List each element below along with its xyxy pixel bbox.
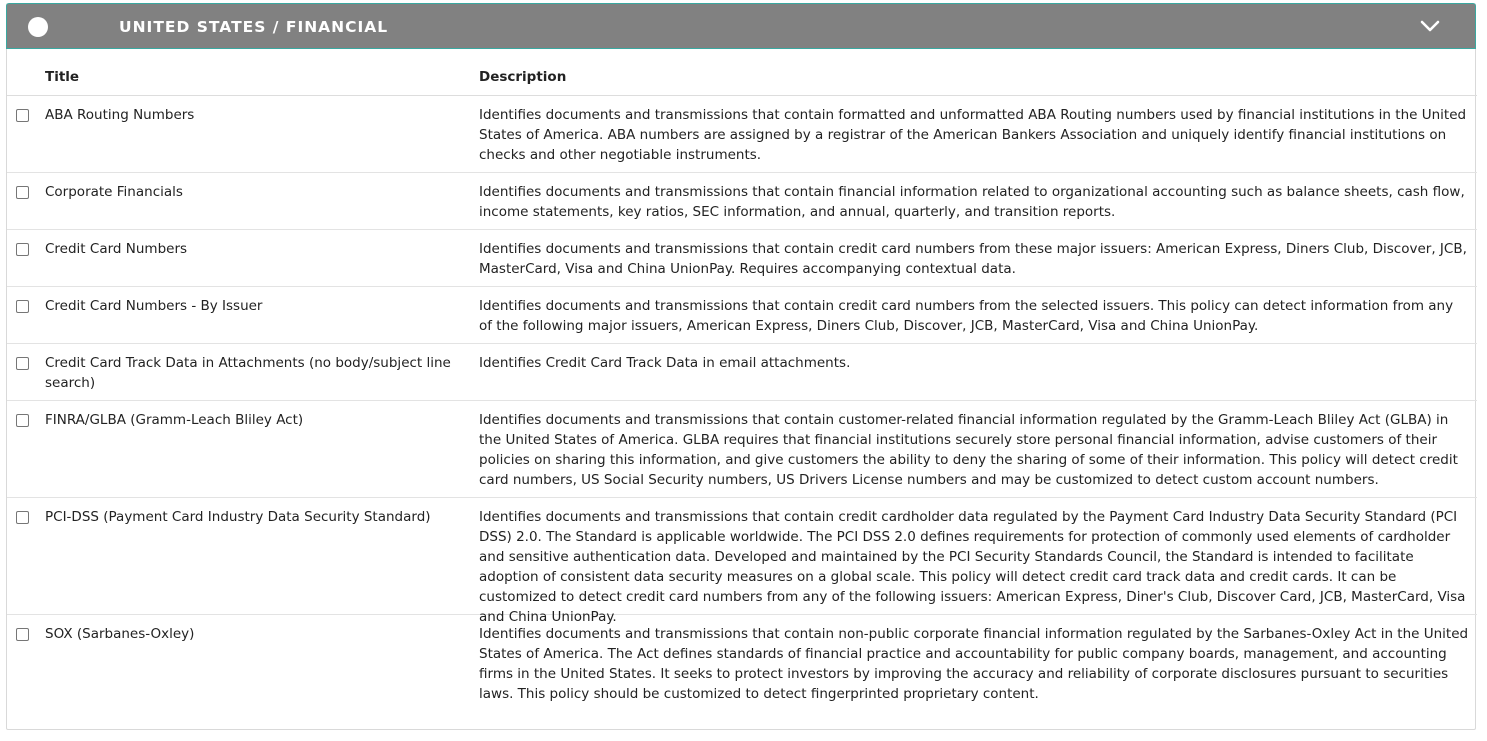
- column-header-description: Description: [479, 69, 567, 85]
- category-title: UNITED STATES / FINANCIAL: [119, 18, 389, 36]
- policy-title: PCI-DSS (Payment Card Industry Data Security Standard): [45, 509, 431, 525]
- policy-title: Credit Card Track Data in Attachments (no body/subject line search): [45, 355, 451, 391]
- row-checkbox[interactable]: [16, 109, 29, 122]
- row-checkbox[interactable]: [16, 628, 29, 641]
- table-header: [7, 49, 1477, 96]
- table-row: [7, 96, 1477, 173]
- panel-header[interactable]: [6, 3, 1476, 49]
- policy-description: Identifies documents and transmissions that contain non-public corporate financial information regulated by the Sarbanes-Oxley Act in the United States of America. The Act defines standards of financial practice and accountability for public company boards, management, and accounting firms in the United States. It seeks to protect investors by improving the accuracy and reliability of corporate disclosures pursuant to securities laws. This policy should be customized to detect fingerprinted proprietary content.: [479, 626, 1469, 702]
- row-checkbox[interactable]: [16, 511, 29, 524]
- row-checkbox[interactable]: [16, 186, 29, 199]
- chevron-down-icon[interactable]: [1415, 14, 1445, 40]
- table-row: [7, 230, 1477, 287]
- policy-description: Identifies documents and transmissions that contain credit card numbers from the selected issuers. This policy can detect information from any of the following major issuers, American Express, Diners Club, Discover, JCB, MasterCard, Visa and China UnionPay.: [479, 298, 1454, 334]
- policy-description: Identifies Credit Card Track Data in email attachments.: [479, 355, 851, 371]
- policy-description: Identifies documents and transmissions that contain formatted and unformatted ABA Routing numbers used by financial institutions in the United States of America. ABA numbers are assigned by a registrar of the American Bankers Association and uniquely identify financial institutions on checks and other negotiable instruments.: [479, 107, 1467, 163]
- table-row: [7, 615, 1477, 725]
- table-row: [7, 498, 1477, 625]
- policy-description: Identifies documents and transmissions that contain customer-related financial information regulated by the Gramm-Leach Bliley Act (GLBA) in the United States of America. GLBA requires that financial institutions securely store personal financial information, advise customers of their policies on sharing this information, and give customers the ability to deny the sharing of some of their information. This policy will detect credit card numbers, US Social Security numbers, US Drivers License numbers and may be customized to detect custom account numbers.: [479, 412, 1458, 488]
- policy-title: FINRA/GLBA (Gramm-Leach Bliley Act): [45, 412, 304, 428]
- policy-title: Corporate Financials: [45, 184, 183, 200]
- row-checkbox[interactable]: [16, 414, 29, 427]
- row-checkbox[interactable]: [16, 300, 29, 313]
- row-checkbox[interactable]: [16, 243, 29, 256]
- policy-description: Identifies documents and transmissions that contain credit cardholder data regulated by the Payment Card Industry Data Security Standard (PCI DSS) 2.0. The Standard is applicable worldwide. The PCI DSS 2.0 defines requirements for protection of commonly used elements of cardholder and sensitive authentication data. Developed and maintained by the PCI Security Standards Council, the Standard is intended to facilitate adoption of consistent data security measures on a global scale. This policy will detect credit card track data and credit cards. It can be customized to detect credit card numbers from any of the following issuers: American Express, Diner's Club, Discover Card, JCB, MasterCard, Visa and China UnionPay.: [479, 509, 1466, 625]
- table-row: [7, 401, 1477, 498]
- policy-title: Credit Card Numbers - By Issuer: [45, 298, 263, 314]
- table-row: [7, 287, 1477, 344]
- row-checkbox[interactable]: [16, 357, 29, 370]
- policy-title: Credit Card Numbers: [45, 241, 188, 257]
- circle-icon[interactable]: [28, 17, 48, 37]
- policy-title: ABA Routing Numbers: [45, 107, 195, 123]
- table-row: [7, 344, 1477, 401]
- policy-category-panel: [6, 3, 1476, 730]
- policy-description: Identifies documents and transmissions that contain financial information related to organizational accounting such as balance sheets, cash flow, income statements, key ratios, SEC information, and annual, quarterly, and transition reports.: [479, 184, 1465, 220]
- policy-table: [7, 49, 1477, 725]
- column-header-title: Title: [45, 69, 80, 85]
- policy-description: Identifies documents and transmissions that contain credit card numbers from these major issuers: American Express, Diners Club, Discover, JCB, MasterCard, Visa and China UnionPay. Requires accompanying contextual data.: [479, 241, 1467, 277]
- table-row: [7, 173, 1477, 230]
- policy-title: SOX (Sarbanes-Oxley): [45, 626, 195, 642]
